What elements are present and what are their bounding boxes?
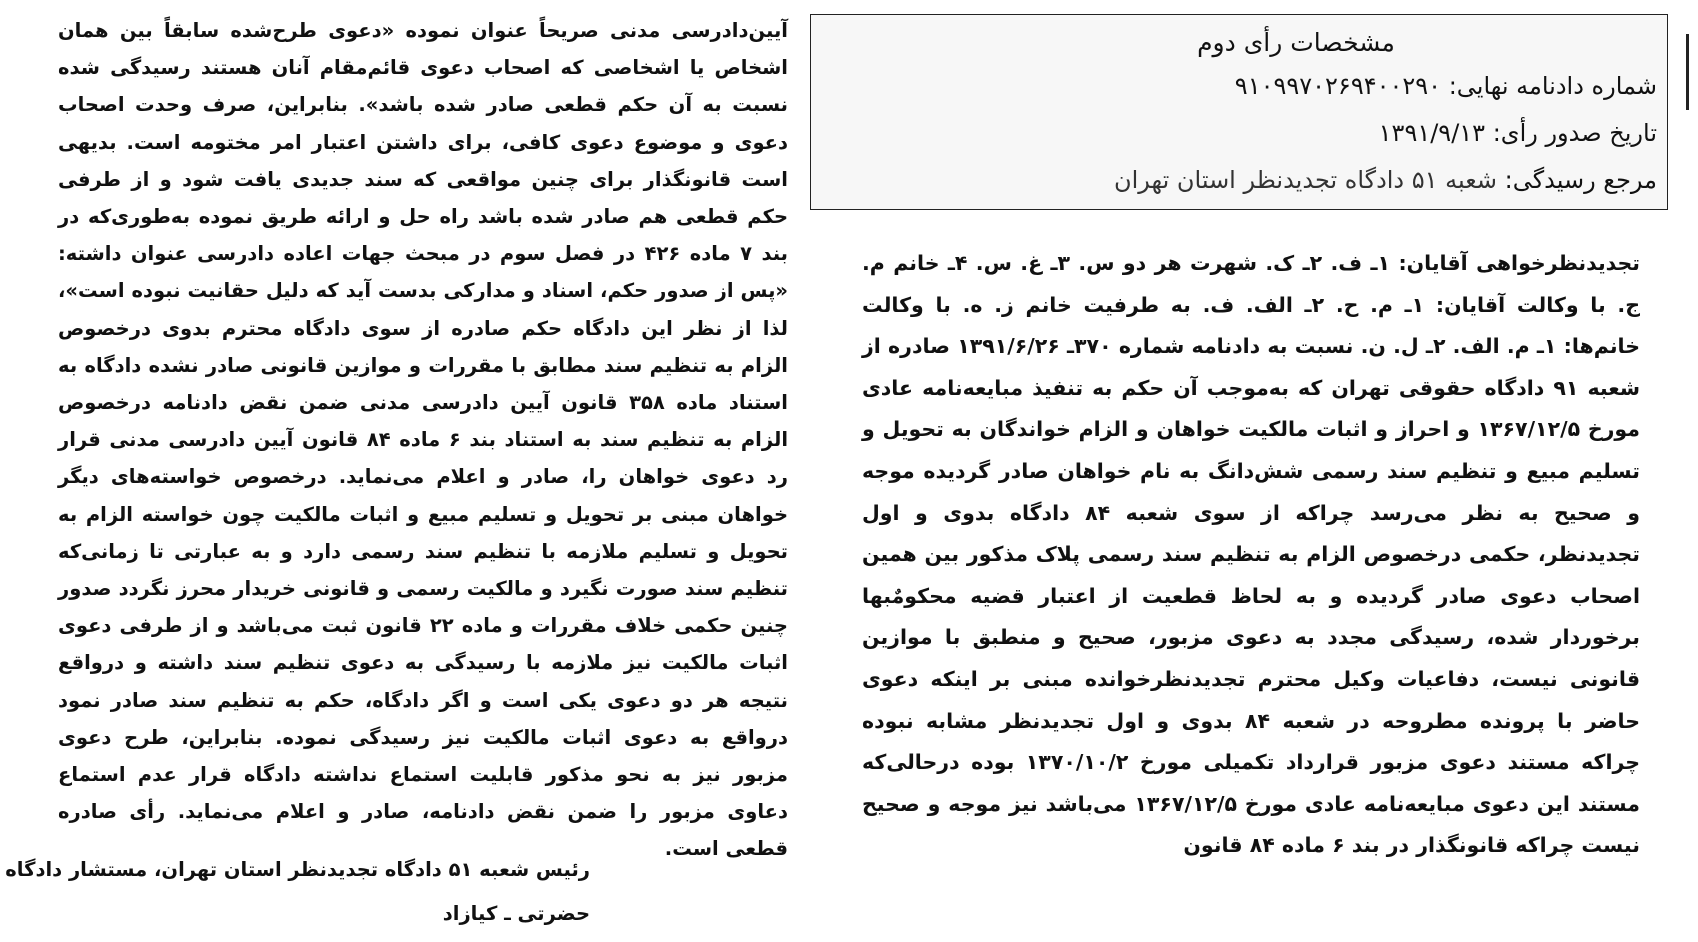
issue-date-value: ۱۳۹۱/۹/۱۳ bbox=[1378, 119, 1486, 147]
final-number-row bbox=[825, 63, 1657, 110]
issue-date-row bbox=[825, 110, 1657, 157]
signature-title: رئیس شعبه ۵۱ دادگاه تجدیدنظر استان تهران، مستشار دادگاه bbox=[5, 858, 590, 881]
signature-names: حضرتی ـ کیازاد bbox=[442, 902, 590, 925]
ruling-info-title: مشخصات رأی دوم bbox=[1197, 28, 1395, 57]
authority-value: شعبه ۵۱ دادگاه تجدیدنظر استان تهران bbox=[1113, 166, 1497, 194]
page-edge-mark bbox=[1686, 34, 1689, 110]
final-number-label: شماره دادنامه نهایی: bbox=[1448, 72, 1657, 100]
authority-label: مرجع رسیدگی: bbox=[1504, 166, 1657, 194]
authority-row bbox=[825, 157, 1657, 204]
body-text-right-column: تجدیدنظرخواهی آقایان: ۱ـ ف. ۲ـ ک. شهرت هر دو س. ۳ـ غ. س. ۴ـ خانم م. ج. با وکالت آقایان: ۱ـ م. ح. ۲ـ الف. ف. به طرفیت خانم ز. ه. با وکالت خانم‌ها: ۱ـ م. الف. ۲ـ ل. ن. نسبت به دادنامه شماره ۳۷۰ـ ۱۳۹۱/۶/۲۶ صادره از شعبه ۹۱ دادگاه حقوقی تهران که به‌موجب آن حکم به تنفیذ مبایعه‌نامه عادی مورخ ۱۳۶۷/۱۲/۵ و احراز و اثبات مالکیت خواهان و الزام خواندگان به تحویل و تسلیم مبیع و تنظیم سند رسمی شش‌دانگ به نام خواهان صادر گردیده موجه و صحیح به نظر می‌رسد چراکه از سوی شعبه ۸۴ دادگاه بدوی و اول تجدیدنظر، حکمی درخصوص الزام به تنظیم سند رسمی پلاک مذکور بین همین اصحاب دعوی صادر گردیده و به لحاظ قطعیت از اعتبار قضیه محکومٌبها برخوردار شده، رسیدگی مجدد به دعوی مزبور، صحیح و منطبق با موازین قانونی نیست، دفاعیات وکیل محترم تجدیدنظرخوانده مبنی بر اینکه دعوی حاضر با پرونده مطروحه در شعبه ۸۴ بدوی و اول تجدیدنظر مشابه نبوده چراکه مستند دعوی مزبور قرارداد تکمیلی مورخ ۱۳۷۰/۱۰/۲ بوده درحالی‌که مستند این دعوی مبایعه‌نامه عادی مورخ ۱۳۶۷/۱۲/۵ می‌باشد نیز موجه و صحیح نیست چراکه قانونگذار در بند ۶ ماده ۸۴ قانون bbox=[862, 251, 1641, 858]
issue-date-label: تاریخ صدور رأی: bbox=[1492, 119, 1657, 147]
ruling-info-box bbox=[810, 14, 1668, 210]
final-number-value: ۹۱۰۹۹۷۰۲۶۹۴۰۰۲۹۰ bbox=[1234, 72, 1442, 100]
body-text-left-column: آیین‌دادرسی مدنی صریحاً عنوان نموده «دعوی طرح‌شده سابقاً بین همان اشخاص یا اشخاصی که اصحاب دعوی قائم‌مقام آنان هستند رسیدگی شده نسبت به آن حکم قطعی صادر شده باشد». بنابراین، صرف وحدت اصحاب دعوی و موضوع دعوی کافی، برای داشتن اعتبار امر مختومه است. بدیهی است قانونگذار برای چنین مواقعی که سند جدیدی یافت شود و از طرفی حکم قطعی هم صادر شده باشد راه حل و ارائه طریق نموده به‌طوری‌که در بند ۷ ماده ۴۲۶ در فصل سوم در مبحث جهات اعاده دادرسی عنوان داشته: «پس از صدور حکم، اسناد و مدارکی بدست آید که دلیل حقانیت نبوده است»، لذا از نظر این دادگاه حکم صادره از سوی دادگاه محترم بدوی درخصوص الزام به تنظیم سند مطابق با مقررات و موازین قانونی صادر نشده دادگاه به استناد ماده ۳۵۸ قانون آیین دادرسی مدنی ضمن نقض دادنامه درخصوص الزام به تنظیم سند به استناد بند ۶ ماده ۸۴ قانون آیین دادرسی مدنی قرار رد دعوی خواهان را، صادر و اعلام می‌نماید. درخصوص خواسته‌های دیگر خواهان مبنی بر تحویل و تسلیم مبیع و اثبات مالکیت چون خواسته الزام به تحویل و تسلیم ملازمه با تنظیم سند رسمی دارد و به عبارتی تا زمانی‌که تنظیم سند صورت نگیرد و مالکیت رسمی و قانونی خریدار محرز نگردد صدور چنین حکمی خلاف مقررات و ماده ۲۲ قانون ثبت می‌باشد و از طرفی دعوی اثبات مالکیت نیز ملازمه با رسیدگی به دعوی تنظیم سند داشته و درواقع نتیجه هر دو دعوی یکی است و اگر دادگاه، حکم به تنظیم سند صادر نمود درواقع به دعوی اثبات مالکیت نیز رسیدگی نموده. بنابراین، طرح دعوی مزبور نیز به نحو مذکور قابلیت استماع نداشته دادگاه قرار عدم استماع دعاوی مزبور را ضمن نقض دادنامه، صادر و اعلام می‌نماید. رأی صادره قطعی است. bbox=[58, 19, 788, 861]
